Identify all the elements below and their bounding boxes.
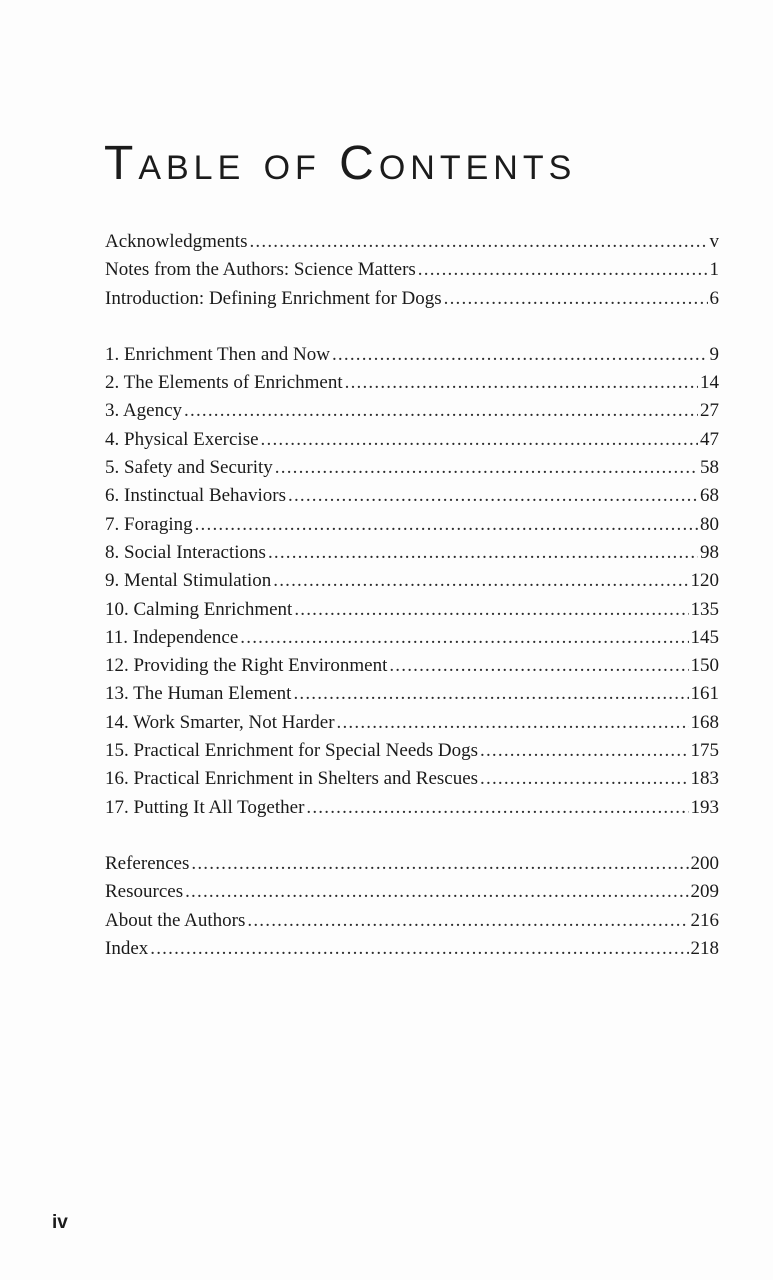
- toc-entry-label: Index: [105, 937, 149, 959]
- toc-entry: [105, 482, 719, 510]
- toc-entry: [105, 596, 719, 624]
- toc-entry-page: 150: [690, 655, 719, 677]
- dot-leader: [150, 935, 688, 963]
- dot-leader: [293, 680, 688, 708]
- toc-entry-label: Introduction: Defining Enrichment for Dogs: [105, 287, 442, 309]
- dot-leader: [184, 397, 698, 425]
- toc-entry: [105, 454, 719, 482]
- toc-entry: [105, 397, 719, 425]
- dot-leader: [294, 596, 688, 624]
- toc-entry-label: 17. Putting It All Together: [105, 796, 305, 818]
- toc-entry-page: 1: [709, 259, 719, 281]
- toc-entry: [105, 256, 719, 284]
- toc-entry: [105, 765, 719, 793]
- toc-entry-label: 7. Foraging: [105, 513, 193, 535]
- toc-entry-page: 14: [700, 372, 719, 394]
- chapter-list: [105, 341, 719, 822]
- toc-entry-page: 68: [700, 485, 719, 507]
- toc-entry-label: 12. Providing the Right Environment: [105, 655, 388, 677]
- toc-entry-page: v: [709, 231, 719, 252]
- toc-entry-page: 209: [690, 881, 719, 903]
- toc-entry: [105, 850, 719, 878]
- dot-leader: [195, 511, 698, 539]
- toc-entry-label: Notes from the Authors: Science Matters: [105, 259, 416, 281]
- dot-leader: [191, 850, 688, 878]
- dot-leader: [185, 878, 688, 906]
- toc-entry-label: 1. Enrichment Then and Now: [105, 343, 330, 365]
- toc-entry-label: Acknowledgments: [105, 231, 248, 252]
- dot-leader: [306, 794, 688, 822]
- dot-leader: [332, 341, 708, 369]
- toc-entry-page: 161: [690, 683, 719, 705]
- toc-entry-label: References: [105, 852, 190, 874]
- dot-leader: [480, 737, 688, 765]
- toc-entry-label: 9. Mental Stimulation: [105, 570, 272, 592]
- dot-leader: [345, 369, 698, 397]
- toc-entry-label: 16. Practical Enrichment in Shelters and Rescues: [105, 768, 479, 790]
- dot-leader: [261, 426, 698, 454]
- toc-entry: [105, 539, 719, 567]
- dot-leader: [480, 765, 688, 793]
- toc-entry: [105, 935, 719, 963]
- toc-entry: [105, 907, 719, 935]
- toc-entry-label: 2. The Elements of Enrichment: [105, 372, 343, 394]
- toc-entry-label: 6. Instinctual Behaviors: [105, 485, 286, 507]
- dot-leader: [389, 652, 688, 680]
- toc-entry: [105, 652, 719, 680]
- toc-entry-page: 193: [690, 796, 719, 818]
- dot-leader: [288, 482, 698, 510]
- toc-entry-page: 27: [700, 400, 719, 422]
- back-matter-list: [105, 850, 719, 963]
- toc-entry-label: 5. Safety and Security: [105, 457, 273, 479]
- dot-leader: [249, 228, 707, 256]
- toc-entry-page: 200: [690, 852, 719, 874]
- toc-entry-label: 8. Social Interactions: [105, 541, 266, 563]
- toc-entry: [105, 426, 719, 454]
- table-of-contents: [105, 228, 719, 963]
- dot-leader: [337, 709, 689, 737]
- toc-entry-label: 13. The Human Element: [105, 683, 292, 705]
- toc-entry-page: 6: [709, 287, 719, 309]
- toc-entry-label: 15. Practical Enrichment for Special Needs Dogs: [105, 740, 479, 762]
- toc-entry-page: 9: [709, 343, 719, 365]
- dot-leader: [247, 907, 688, 935]
- toc-entry: [105, 878, 719, 906]
- toc-entry-page: 218: [690, 937, 719, 959]
- dot-leader: [444, 285, 708, 313]
- toc-entry: [105, 567, 719, 595]
- toc-entry-page: 145: [690, 626, 719, 648]
- toc-entry-label: 11. Independence: [105, 626, 239, 648]
- toc-entry-label: Resources: [105, 881, 184, 903]
- dot-leader: [418, 256, 708, 284]
- toc-entry-page: 47: [700, 428, 719, 450]
- toc-entry-label: 10. Calming Enrichment: [105, 598, 293, 620]
- toc-entry: [105, 228, 719, 256]
- toc-entry-page: 183: [690, 768, 719, 790]
- toc-entry: [105, 369, 719, 397]
- dot-leader: [240, 624, 688, 652]
- toc-entry: [105, 624, 719, 652]
- toc-entry-label: 14. Work Smarter, Not Harder: [105, 711, 335, 733]
- toc-entry-page: 168: [690, 711, 719, 733]
- toc-entry-page: 175: [690, 740, 719, 762]
- toc-entry-page: 58: [700, 457, 719, 479]
- front-matter-list: [105, 228, 719, 313]
- toc-entry-label: 4. Physical Exercise: [105, 428, 259, 450]
- toc-entry: [105, 709, 719, 737]
- page-number-folio: iv: [52, 1212, 68, 1233]
- dot-leader: [275, 454, 698, 482]
- toc-entry: [105, 794, 719, 822]
- dot-leader: [273, 567, 688, 595]
- toc-entry-label: About the Authors: [105, 909, 246, 931]
- toc-entry-page: 80: [700, 513, 719, 535]
- page-title: Table of Contents: [104, 137, 577, 190]
- toc-entry-label: 3. Agency: [105, 400, 183, 422]
- toc-entry: [105, 511, 719, 539]
- dot-leader: [268, 539, 698, 567]
- toc-entry: [105, 737, 719, 765]
- toc-entry-page: 98: [700, 541, 719, 563]
- toc-entry: [105, 341, 719, 369]
- toc-entry-page: 135: [690, 598, 719, 620]
- toc-entry-page: 216: [690, 909, 719, 931]
- toc-entry: [105, 680, 719, 708]
- toc-entry-page: 120: [690, 570, 719, 592]
- toc-entry: [105, 285, 719, 313]
